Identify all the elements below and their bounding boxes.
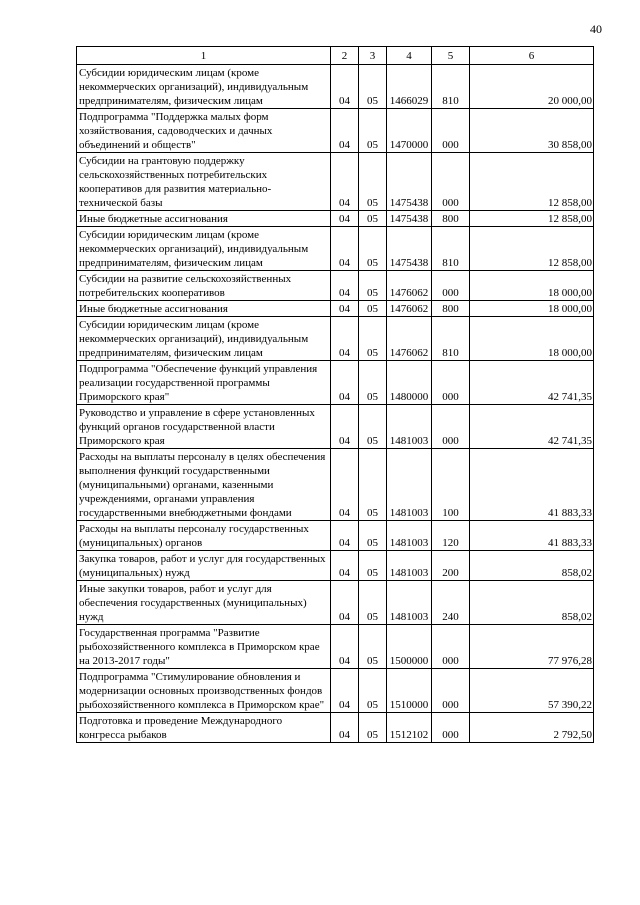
table-row [77, 405, 594, 449]
cell-name: Расходы на выплаты персоналу в целях обеспечения выполнения функций государственными (муниципальными) органами, казенными учреждениями, органами управления государственными внебюджетными фондами [77, 449, 331, 521]
cell-section: 04 [331, 109, 359, 153]
cell-amount: 30 858,00 [470, 109, 594, 153]
cell-subsection: 05 [359, 625, 387, 669]
cell-section: 04 [331, 271, 359, 301]
cell-amount: 12 858,00 [470, 211, 594, 227]
table-row [77, 109, 594, 153]
table-row [77, 211, 594, 227]
cell-amount: 77 976,28 [470, 625, 594, 669]
cell-target-code: 1475438 [387, 153, 432, 211]
cell-target-code: 1512102 [387, 713, 432, 743]
table-row [77, 65, 594, 109]
page-number: 40 [590, 22, 602, 36]
cell-expense-type: 000 [432, 109, 470, 153]
cell-subsection: 05 [359, 109, 387, 153]
cell-subsection: 05 [359, 301, 387, 317]
cell-name: Государственная программа "Развитие рыбохозяйственного комплекса в Приморском крае на 2013-2017 годы" [77, 625, 331, 669]
cell-name: Подпрограмма "Обеспечение функций управления реализации государственной программы Приморского края" [77, 361, 331, 405]
cell-subsection: 05 [359, 405, 387, 449]
cell-section: 04 [331, 713, 359, 743]
cell-expense-type: 800 [432, 211, 470, 227]
column-header-1: 1 [77, 47, 331, 65]
cell-expense-type: 240 [432, 581, 470, 625]
cell-section: 04 [331, 211, 359, 227]
cell-target-code: 1470000 [387, 109, 432, 153]
cell-expense-type: 200 [432, 551, 470, 581]
cell-name: Субсидии юридическим лицам (кроме некоммерческих организаций), индивидуальным предпринимателям, физическим лицам [77, 65, 331, 109]
cell-expense-type: 810 [432, 317, 470, 361]
cell-name: Субсидии юридическим лицам (кроме некоммерческих организаций), индивидуальным предпринимателям, физическим лицам [77, 227, 331, 271]
column-header-5: 5 [432, 47, 470, 65]
cell-name: Субсидии юридическим лицам (кроме некоммерческих организаций), индивидуальным предпринимателям, физическим лицам [77, 317, 331, 361]
cell-amount: 858,02 [470, 551, 594, 581]
cell-subsection: 05 [359, 65, 387, 109]
cell-target-code: 1480000 [387, 361, 432, 405]
cell-name: Субсидии на грантовую поддержку сельскохозяйственных потребительских кооперативов для развития материально-технической базы [77, 153, 331, 211]
cell-name: Подготовка и проведение Международного конгресса рыбаков [77, 713, 331, 743]
cell-expense-type: 000 [432, 271, 470, 301]
cell-name: Подпрограмма "Стимулирование обновления и модернизации основных производственных фондов рыбохозяйственного комплекса в Приморском крае" [77, 669, 331, 713]
cell-expense-type: 000 [432, 669, 470, 713]
cell-target-code: 1510000 [387, 669, 432, 713]
cell-subsection: 05 [359, 211, 387, 227]
cell-amount: 18 000,00 [470, 271, 594, 301]
cell-expense-type: 120 [432, 521, 470, 551]
cell-amount: 57 390,22 [470, 669, 594, 713]
cell-amount: 20 000,00 [470, 65, 594, 109]
cell-section: 04 [331, 65, 359, 109]
cell-amount: 41 883,33 [470, 521, 594, 551]
header-row [77, 47, 594, 65]
table-row [77, 449, 594, 521]
cell-target-code: 1481003 [387, 449, 432, 521]
table-row [77, 227, 594, 271]
cell-subsection: 05 [359, 317, 387, 361]
cell-amount: 2 792,50 [470, 713, 594, 743]
table-row [77, 153, 594, 211]
cell-expense-type: 810 [432, 65, 470, 109]
cell-target-code: 1475438 [387, 227, 432, 271]
cell-amount: 12 858,00 [470, 227, 594, 271]
cell-section: 04 [331, 227, 359, 271]
cell-target-code: 1481003 [387, 581, 432, 625]
cell-name: Субсидии на развитие сельскохозяйственных потребительских кооперативов [77, 271, 331, 301]
cell-target-code: 1466029 [387, 65, 432, 109]
cell-subsection: 05 [359, 271, 387, 301]
cell-target-code: 1476062 [387, 317, 432, 361]
table-row [77, 271, 594, 301]
cell-target-code: 1481003 [387, 521, 432, 551]
cell-amount: 12 858,00 [470, 153, 594, 211]
table-row [77, 625, 594, 669]
cell-section: 04 [331, 625, 359, 669]
cell-target-code: 1481003 [387, 551, 432, 581]
cell-target-code: 1475438 [387, 211, 432, 227]
cell-section: 04 [331, 301, 359, 317]
column-header-6: 6 [470, 47, 594, 65]
cell-name: Иные бюджетные ассигнования [77, 211, 331, 227]
budget-table [76, 46, 594, 743]
cell-expense-type: 810 [432, 227, 470, 271]
cell-amount: 18 000,00 [470, 317, 594, 361]
cell-name: Иные бюджетные ассигнования [77, 301, 331, 317]
cell-section: 04 [331, 153, 359, 211]
table-row [77, 521, 594, 551]
column-header-3: 3 [359, 47, 387, 65]
cell-name: Руководство и управление в сфере установленных функций органов государственной власти Приморского края [77, 405, 331, 449]
table-row [77, 301, 594, 317]
cell-expense-type: 000 [432, 625, 470, 669]
cell-name: Закупка товаров, работ и услуг для государственных (муниципальных) нужд [77, 551, 331, 581]
cell-section: 04 [331, 405, 359, 449]
cell-expense-type: 800 [432, 301, 470, 317]
cell-amount: 18 000,00 [470, 301, 594, 317]
cell-expense-type: 100 [432, 449, 470, 521]
cell-expense-type: 000 [432, 713, 470, 743]
cell-subsection: 05 [359, 551, 387, 581]
cell-section: 04 [331, 317, 359, 361]
cell-subsection: 05 [359, 361, 387, 405]
table-row [77, 317, 594, 361]
cell-amount: 42 741,35 [470, 361, 594, 405]
cell-amount: 42 741,35 [470, 405, 594, 449]
table-row [77, 581, 594, 625]
cell-subsection: 05 [359, 669, 387, 713]
cell-subsection: 05 [359, 521, 387, 551]
cell-target-code: 1476062 [387, 271, 432, 301]
cell-subsection: 05 [359, 581, 387, 625]
table-row [77, 551, 594, 581]
cell-section: 04 [331, 581, 359, 625]
cell-section: 04 [331, 669, 359, 713]
cell-section: 04 [331, 551, 359, 581]
cell-expense-type: 000 [432, 361, 470, 405]
cell-target-code: 1481003 [387, 405, 432, 449]
cell-section: 04 [331, 361, 359, 405]
cell-name: Расходы на выплаты персоналу государственных (муниципальных) органов [77, 521, 331, 551]
cell-subsection: 05 [359, 153, 387, 211]
cell-amount: 858,02 [470, 581, 594, 625]
cell-name: Иные закупки товаров, работ и услуг для обеспечения государственных (муниципальных) нужд [77, 581, 331, 625]
cell-target-code: 1476062 [387, 301, 432, 317]
table-row [77, 361, 594, 405]
cell-expense-type: 000 [432, 153, 470, 211]
cell-section: 04 [331, 449, 359, 521]
cell-subsection: 05 [359, 227, 387, 271]
table-row [77, 713, 594, 743]
column-header-2: 2 [331, 47, 359, 65]
table-row [77, 669, 594, 713]
cell-subsection: 05 [359, 449, 387, 521]
cell-name: Подпрограмма "Поддержка малых форм хозяйствования, садоводческих и дачных объединений и обществ" [77, 109, 331, 153]
cell-subsection: 05 [359, 713, 387, 743]
cell-section: 04 [331, 521, 359, 551]
column-header-4: 4 [387, 47, 432, 65]
cell-target-code: 1500000 [387, 625, 432, 669]
cell-amount: 41 883,33 [470, 449, 594, 521]
cell-expense-type: 000 [432, 405, 470, 449]
